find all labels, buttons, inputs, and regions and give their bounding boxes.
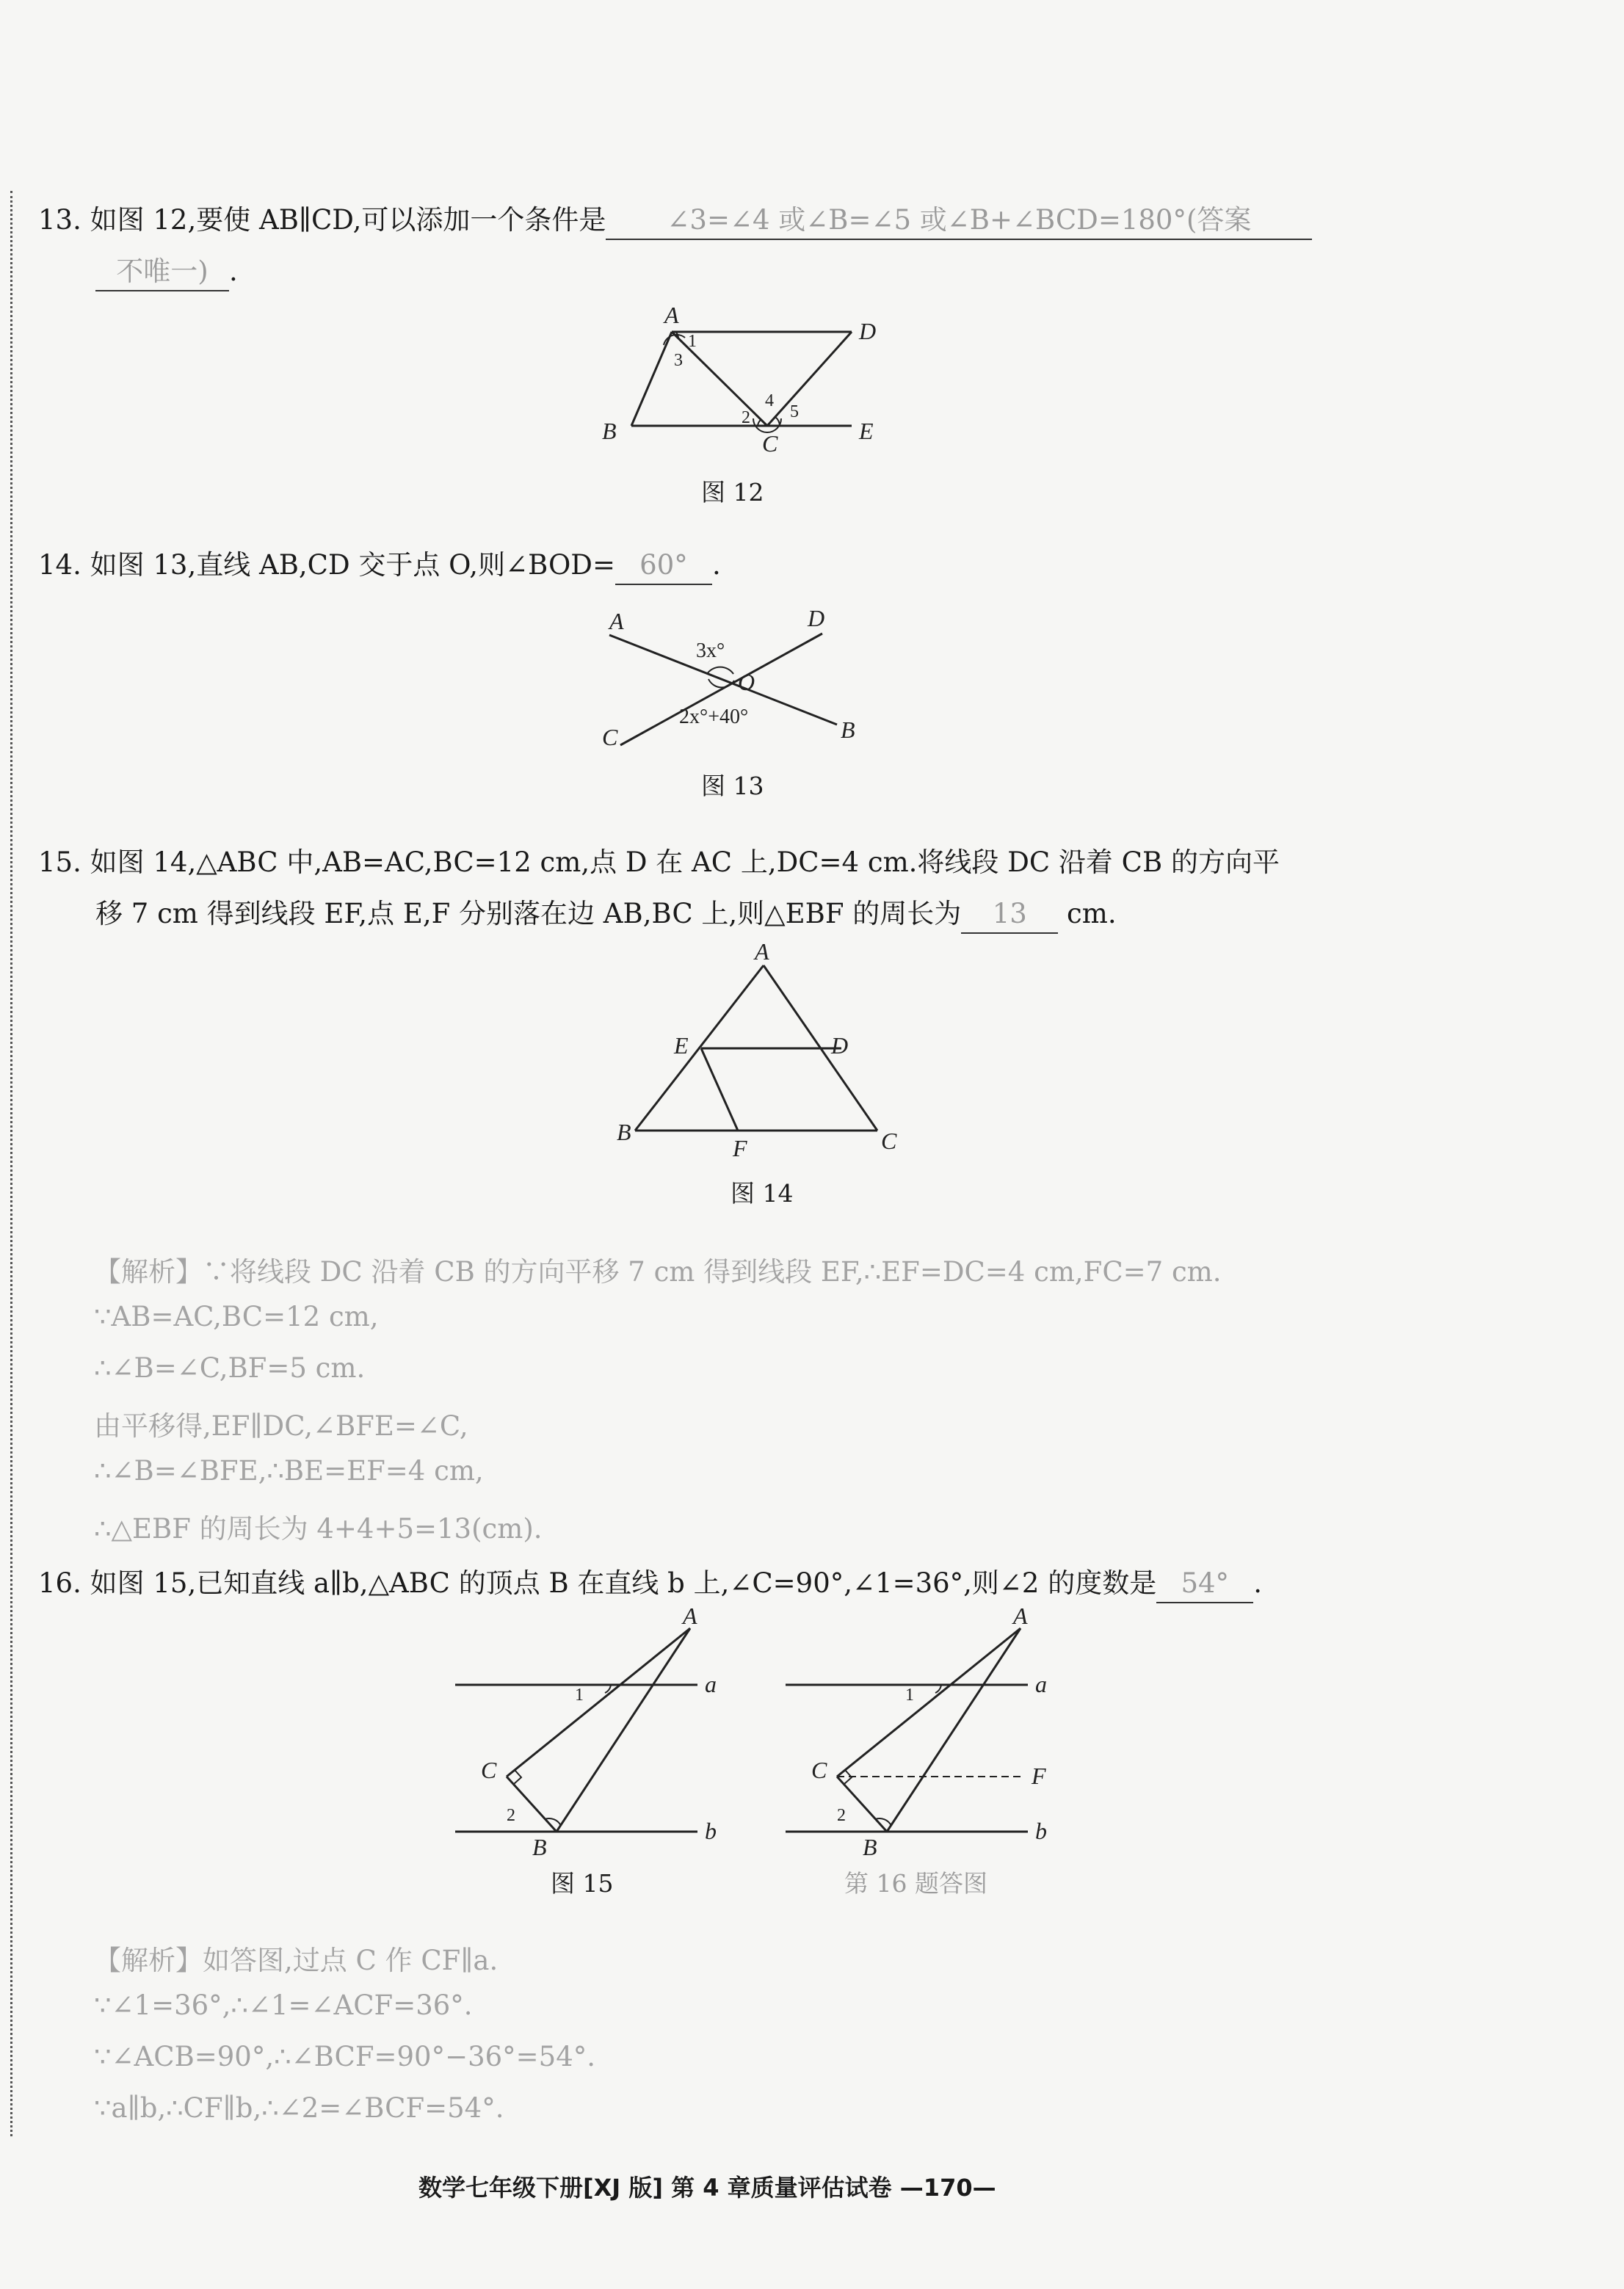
angle-label-1: 1 xyxy=(575,1686,584,1705)
label-a: a xyxy=(1035,1671,1047,1697)
label-C: C xyxy=(811,1757,827,1783)
angle-label-5: 5 xyxy=(790,402,799,421)
q15-solution-line: 【解析】∵将线段 DC 沿着 CB 的方向平移 7 cm 得到线段 EF,∴EF=DC=4 cm,FC=7 cm. xyxy=(94,1256,1222,1288)
q16-stem: 如图 15,已知直线 a∥b,△ABC 的顶点 B 在直线 b 上,∠C=90°,∠1=36°,则∠2 的度数是 xyxy=(90,1567,1157,1599)
label-C: C xyxy=(881,1128,897,1154)
right-angle-mark xyxy=(844,1770,852,1784)
q15-solution-line: ∴△EBF 的周长为 4+4+5=13(cm). xyxy=(94,1513,543,1545)
q16-number: 16. xyxy=(38,1567,81,1599)
label-B: B xyxy=(617,1119,631,1145)
label-A: A xyxy=(1013,1608,1028,1629)
label-O: O xyxy=(738,669,755,695)
angle-label-3x: 3x° xyxy=(696,639,725,662)
q16-end: . xyxy=(1253,1567,1262,1599)
q15-text-line2: 移 7 cm 得到线段 EF,点 E,F 分别落在边 AB,BC 上,则△EBF 的周长为 xyxy=(95,898,962,929)
line-CD xyxy=(767,332,852,426)
question-13-cont xyxy=(95,246,238,297)
q15-solution-line: 由平移得,EF∥DC,∠BFE=∠C, xyxy=(94,1410,468,1442)
label-A: A xyxy=(664,302,679,328)
label-D: D xyxy=(859,318,877,344)
q16-solution-line: ∵∠ACB=90°,∴∠BCF=90°−36°=54°. xyxy=(94,2041,596,2072)
question-15-line1 xyxy=(38,837,1280,888)
label-B: B xyxy=(532,1834,547,1857)
figure-15-caption: 图 15 xyxy=(551,1869,614,1898)
q15-solution-line: ∴∠B=∠BFE,∴BE=EF=4 cm, xyxy=(94,1455,484,1487)
q13-stem: 如图 12,要使 AB∥CD,可以添加一个条件是 xyxy=(90,204,606,236)
angle-AOD-arc xyxy=(707,667,733,674)
q13-answer-line1: ∠3=∠4 或∠B=∠5 或∠B+∠BCD=180°(答案 xyxy=(606,202,1312,240)
figure-13 xyxy=(587,598,896,767)
q14-answer: 60° xyxy=(615,547,712,585)
q15-number: 15. xyxy=(38,846,81,878)
q13-end: . xyxy=(229,255,238,287)
q15-solution-line: ∴∠B=∠C,BF=5 cm. xyxy=(94,1352,366,1384)
right-angle-mark xyxy=(514,1770,521,1784)
label-A: A xyxy=(683,1608,697,1629)
angle-label-2: 2 xyxy=(837,1806,846,1825)
q14-end: . xyxy=(711,549,721,581)
angle-label-2: 2 xyxy=(507,1806,515,1825)
q16-solution-line: ∵∠1=36°,∴∠1=∠ACF=36°. xyxy=(94,1989,473,2021)
question-16 xyxy=(38,1558,1262,1609)
q15-text-line1: 如图 14,△ABC 中,AB=AC,BC=12 cm,点 D 在 AC 上,DC=4 cm.将线段 DC 沿着 CB 的方向平 xyxy=(90,846,1280,878)
q14-number: 14. xyxy=(38,549,81,581)
line-AC xyxy=(507,1628,690,1777)
label-C: C xyxy=(762,430,778,457)
label-C: C xyxy=(481,1757,497,1783)
q15-unit: cm. xyxy=(1067,898,1117,929)
line-AC xyxy=(837,1628,1021,1777)
line-AB xyxy=(557,1628,690,1832)
q15-solution-line: ∵AB=AC,BC=12 cm, xyxy=(94,1301,379,1332)
label-a: a xyxy=(705,1671,717,1697)
figure-14 xyxy=(602,943,910,1171)
page-footer: 数学七年级下册[XJ 版] 第 4 章质量评估试卷 —170— xyxy=(418,2174,996,2202)
label-F: F xyxy=(733,1135,747,1161)
angle-label-4: 4 xyxy=(765,391,774,410)
figure-16-answer xyxy=(771,1608,1079,1857)
label-A: A xyxy=(609,608,624,634)
line-EF xyxy=(701,1048,738,1131)
question-13 xyxy=(38,195,1312,246)
figure-14-caption: 图 14 xyxy=(731,1179,794,1208)
label-C: C xyxy=(602,724,618,750)
label-B: B xyxy=(863,1834,877,1857)
q16-solution-line: 【解析】如答图,过点 C 作 CF∥a. xyxy=(94,1945,499,1976)
label-A: A xyxy=(755,943,769,965)
question-15-line2 xyxy=(95,888,1117,940)
figure-12-caption: 图 12 xyxy=(701,478,764,507)
label-D: D xyxy=(831,1032,849,1059)
angle-label-1: 1 xyxy=(905,1686,914,1705)
q13-number: 13. xyxy=(38,204,81,236)
label-E: E xyxy=(674,1032,689,1059)
label-D: D xyxy=(808,605,825,631)
label-b: b xyxy=(1035,1818,1047,1844)
angle-label-3: 3 xyxy=(674,351,683,370)
q15-answer: 13 xyxy=(961,896,1058,934)
angle-label-2: 2 xyxy=(742,408,750,427)
line-AB xyxy=(887,1628,1021,1832)
angle-label-1: 1 xyxy=(688,332,697,351)
label-b: b xyxy=(705,1818,717,1844)
angle-5-arc xyxy=(775,417,780,426)
line-AB xyxy=(631,332,672,426)
q13-answer-line2: 不唯一) xyxy=(95,253,229,291)
q16-answer: 54° xyxy=(1156,1565,1253,1603)
angle-label-2x-plus-40: 2x°+40° xyxy=(679,705,749,728)
figure-13-caption: 图 13 xyxy=(701,772,764,800)
label-F: F xyxy=(1032,1763,1046,1789)
figure-12 xyxy=(587,301,910,470)
label-B: B xyxy=(841,717,855,743)
question-14 xyxy=(38,540,721,591)
line-AC xyxy=(672,332,767,426)
q14-stem: 如图 13,直线 AB,CD 交于点 O,则∠BOD= xyxy=(90,549,615,581)
figure-16-answer-caption: 第 16 题答图 xyxy=(844,1869,987,1898)
binding-margin-line xyxy=(10,191,12,2136)
q16-solution-line: ∵a∥b,∴CF∥b,∴∠2=∠BCF=54°. xyxy=(94,2092,504,2124)
label-E: E xyxy=(859,418,874,444)
label-B: B xyxy=(602,418,617,444)
figure-15 xyxy=(441,1608,749,1857)
